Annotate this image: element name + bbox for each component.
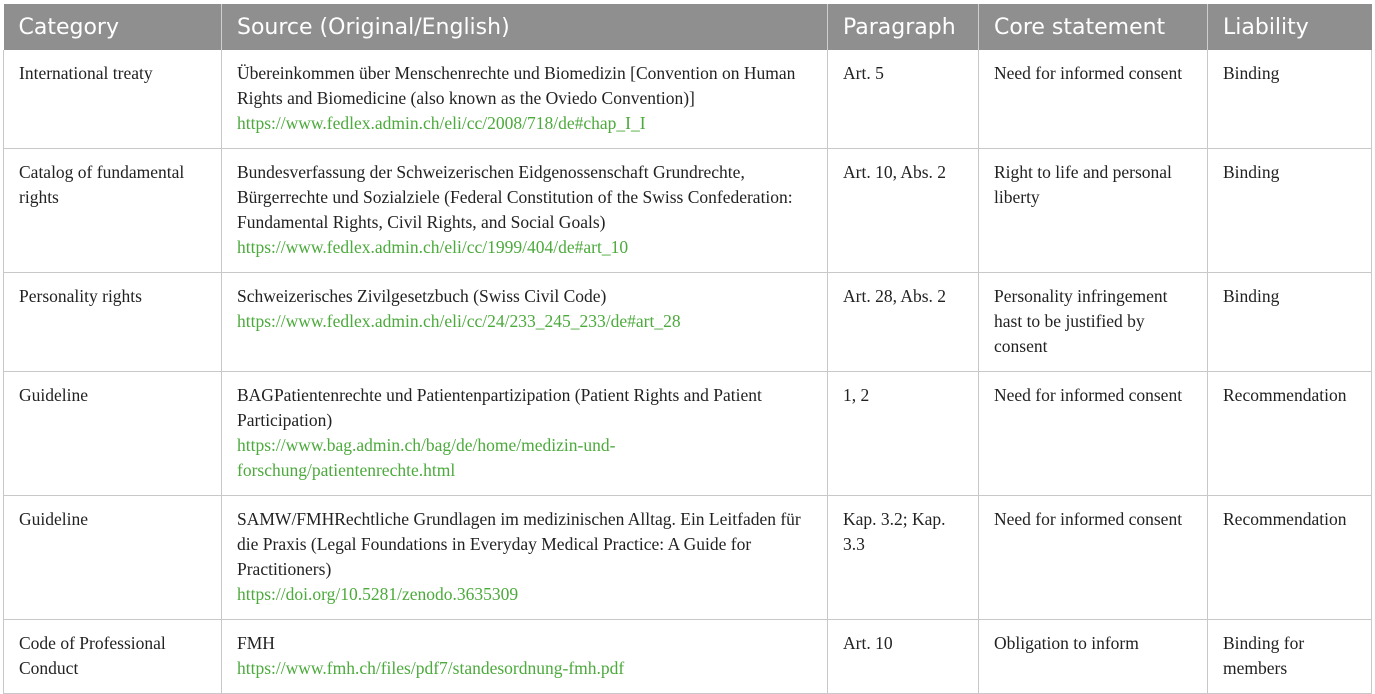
cell-liability: Recommendation xyxy=(1208,372,1372,496)
cell-source xyxy=(222,620,828,694)
cell-category: Code of Professional Conduct xyxy=(4,620,222,694)
source-link[interactable]: https://doi.org/10.5281/zenodo.3635309 xyxy=(237,584,519,604)
cell-paragraph: Art. 10, Abs. 2 xyxy=(828,149,979,273)
cell-source xyxy=(222,273,828,372)
source-title: Bundesverfassung der Schweizerischen Eidgenossenschaft Grundrechte, Bürgerrechte und Sozialziele (Federal Constitution of the Swiss Confederation: Fundamental Rights, Civil Rights, and Social Goals) xyxy=(237,162,793,232)
header-row xyxy=(4,4,1372,50)
source-link[interactable]: https://www.fedlex.admin.ch/eli/cc/24/233_245_233/de#art_28 xyxy=(237,311,681,331)
source-title: Schweizerisches Zivilgesetzbuch (Swiss Civil Code) xyxy=(237,286,607,306)
table-row xyxy=(4,620,1372,694)
header-liability: Liability xyxy=(1208,4,1372,50)
source-link[interactable]: https://www.fmh.ch/files/pdf7/standesordnung-fmh.pdf xyxy=(237,658,625,678)
source-link[interactable]: https://www.fedlex.admin.ch/eli/cc/2008/718/de#chap_I_I xyxy=(237,113,646,133)
table-row xyxy=(4,273,1372,372)
source-link[interactable]: https://www.bag.admin.ch/bag/de/home/medizin-und-forschung/patientenrechte.html xyxy=(237,435,616,480)
cell-paragraph: Art. 10 xyxy=(828,620,979,694)
header-paragraph: Paragraph xyxy=(828,4,979,50)
cell-source xyxy=(222,496,828,620)
cell-core-statement: Need for informed consent xyxy=(979,372,1208,496)
source-title: Übereinkommen über Menschenrechte und Biomedizin [Convention on Human Rights and Biomedicine (also known as the Oviedo Convention)] xyxy=(237,63,796,108)
legal-sources-table-container xyxy=(3,4,1371,694)
header-source: Source (Original/English) xyxy=(222,4,828,50)
header-category: Category xyxy=(4,4,222,50)
table-row xyxy=(4,50,1372,149)
cell-paragraph: Kap. 3.2; Kap. 3.3 xyxy=(828,496,979,620)
cell-category: Guideline xyxy=(4,496,222,620)
source-title: SAMW/FMHRechtliche Grundlagen im medizinischen Alltag. Ein Leitfaden für die Praxis (Legal Foundations in Everyday Medical Practice: A Guide for Practitioners) xyxy=(237,509,801,579)
cell-liability: Binding xyxy=(1208,50,1372,149)
cell-core-statement: Right to life and personal liberty xyxy=(979,149,1208,273)
table-body xyxy=(4,50,1372,694)
cell-category: Catalog of fundamental rights xyxy=(4,149,222,273)
legal-sources-table xyxy=(3,4,1372,694)
header-core-statement: Core statement xyxy=(979,4,1208,50)
cell-core-statement: Need for informed consent xyxy=(979,50,1208,149)
cell-core-statement: Need for informed consent xyxy=(979,496,1208,620)
source-link[interactable]: https://www.fedlex.admin.ch/eli/cc/1999/404/de#art_10 xyxy=(237,237,629,257)
cell-source xyxy=(222,149,828,273)
table-header xyxy=(4,4,1372,50)
cell-liability: Recommendation xyxy=(1208,496,1372,620)
cell-core-statement: Obligation to inform xyxy=(979,620,1208,694)
source-title: BAGPatientenrechte und Patientenpartizipation (Patient Rights and Patient Participation) xyxy=(237,385,762,430)
table-row xyxy=(4,496,1372,620)
cell-core-statement: Personality infringement hast to be justified by consent xyxy=(979,273,1208,372)
cell-liability: Binding xyxy=(1208,273,1372,372)
cell-liability: Binding for members xyxy=(1208,620,1372,694)
source-title: FMH xyxy=(237,633,275,653)
cell-source xyxy=(222,372,828,496)
cell-source xyxy=(222,50,828,149)
cell-liability: Binding xyxy=(1208,149,1372,273)
cell-paragraph: Art. 5 xyxy=(828,50,979,149)
cell-paragraph: 1, 2 xyxy=(828,372,979,496)
cell-paragraph: Art. 28, Abs. 2 xyxy=(828,273,979,372)
cell-category: Guideline xyxy=(4,372,222,496)
cell-category: International treaty xyxy=(4,50,222,149)
table-row xyxy=(4,372,1372,496)
cell-category: Personality rights xyxy=(4,273,222,372)
table-row xyxy=(4,149,1372,273)
